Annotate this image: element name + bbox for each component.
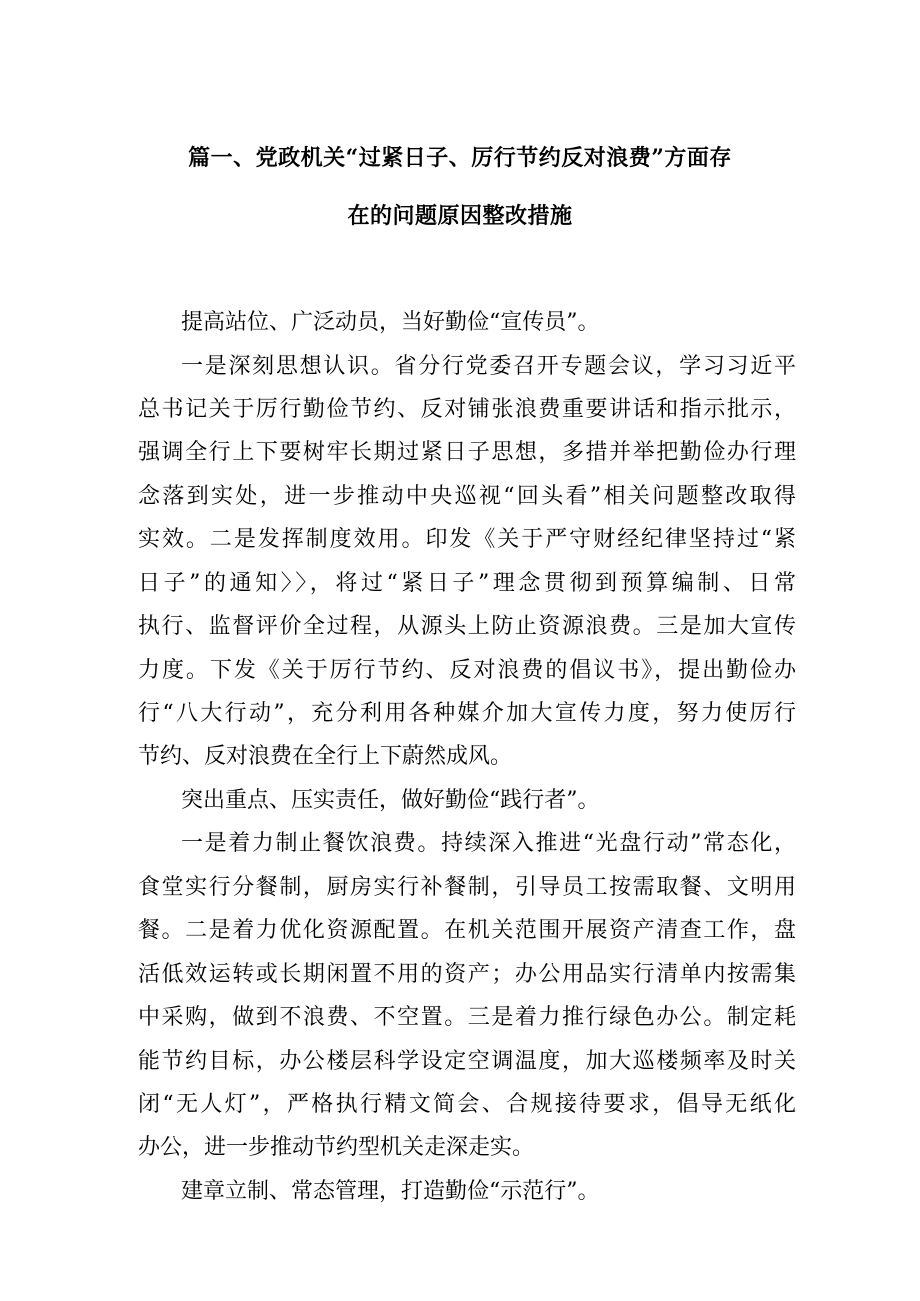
section-heading-1: 提高站位、广泛动员，当好勤俭“宣传员”。 (181, 310, 600, 335)
section-heading-3: 建章立制、常态管理，打造勤俭“示范行”。 (181, 1179, 600, 1204)
body-line: 一是着力制止餐饮浪费。持续深入推进“光盘行动”常态化， (181, 831, 796, 856)
body-line: 行“八大行动”，充分利用各种媒介加大宣传力度，努力使厉行 (138, 701, 796, 726)
body-line: 办公，进一步推动节约型机关走深走实。 (138, 1135, 535, 1160)
body-line: 活低效运转或长期闲置不用的资产；办公用品实行清单内按需集 (138, 962, 796, 987)
body-line: 总书记关于厉行勤俭节约、反对铺张浪费重要讲话和指示批示， (138, 397, 796, 422)
body-line: 能节约目标，办公楼层科学设定空调温度，加大巡楼频率及时关 (138, 1049, 796, 1074)
body-line: 一是深刻思想认识。省分行党委召开专题会议，学习习近平 (181, 354, 796, 379)
body-line: 力度。下发《关于厉行节约、反对浪费的倡议书》，提出勤俭办 (138, 658, 796, 683)
body-line: 中采购，做到不浪费、不空置。三是着力推行绿色办公。制定耗 (138, 1005, 796, 1030)
section-heading-2: 突出重点、压实责任，做好勤俭“践行者”。 (181, 788, 600, 813)
body-line: 闭“无人灯”，严格执行精文简会、合规接待要求，倡导无纸化 (138, 1092, 796, 1117)
body-line: 念落到实处，进一步推动中央巡视“回头看”相关问题整改取得 (138, 484, 796, 509)
document-title-line-1: 篇一、党政机关“过紧日子、厉行节约反对浪费”方面存 (188, 145, 732, 171)
body-line: 食堂实行分餐制，厨房实行补餐制，引导员工按需取餐、文明用 (138, 875, 796, 900)
document-title-line-2: 在的问题原因整改措施 (347, 203, 573, 229)
body-line: 实效。二是发挥制度效用。印发《关于严守财经纪律坚持过“紧 (138, 527, 796, 552)
body-line: 日子”的通知〉〉，将过“紧日子”理念贯彻到预算编制、日常 (138, 571, 796, 596)
body-line: 节约、反对浪费在全行上下蔚然成风。 (138, 744, 513, 769)
body-line: 执行、监督评价全过程，从源头上防止资源浪费。三是加大宣传 (138, 614, 796, 639)
body-line: 强调全行上下要树牢长期过紧日子思想，多措并举把勤俭办行理 (138, 440, 796, 465)
body-line: 餐。二是着力优化资源配置。在机关范围开展资产清查工作，盘 (138, 918, 796, 943)
